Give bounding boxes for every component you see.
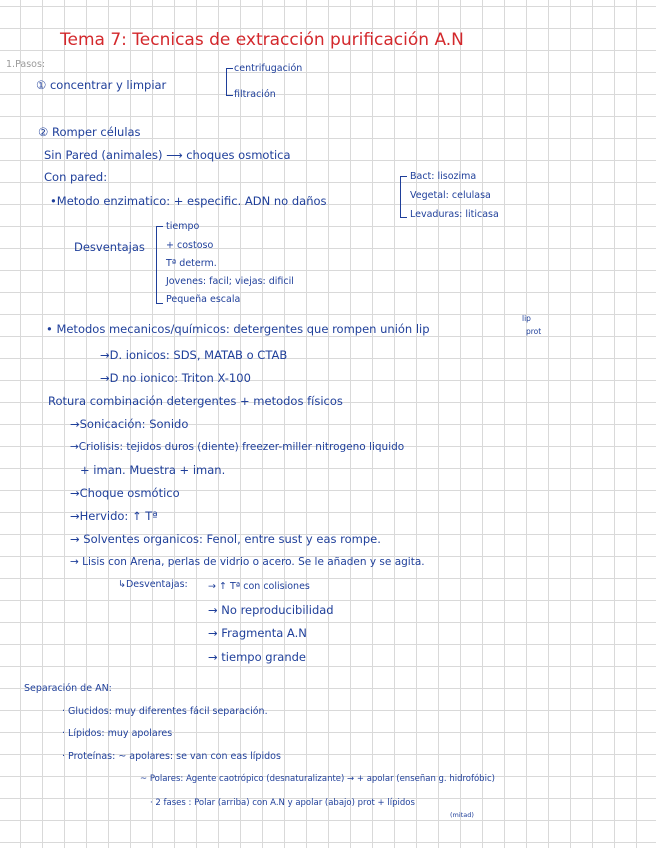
- desventajas-label: Desventajas: [74, 240, 145, 254]
- separacion-label: Separación de AN:: [24, 683, 112, 694]
- lip-superscript: lip: [522, 314, 531, 323]
- enzimas-brace: [400, 176, 407, 218]
- con-pared-label: Con pared:: [44, 170, 108, 184]
- detergente-item: →D no ionico: Triton X-100: [100, 371, 251, 385]
- fisico-item: + iman. Muestra + iman.: [80, 463, 226, 477]
- desventaja2-item: → ↑ Tª con colisiones: [208, 581, 310, 592]
- paso1-label: ① concentrar y limpiar: [36, 78, 167, 92]
- desventaja-item: Pequeña escala: [166, 294, 241, 305]
- fisico-item: →Choque osmótico: [70, 486, 180, 500]
- polares-line: ~ Polares: Agente caotrópico (desnaturalizante) → + apolar (enseñan g. hidrofóbic): [140, 774, 495, 784]
- detergente-item: →D. ionicos: SDS, MATAB o CTAB: [100, 348, 288, 362]
- desventaja2-item: → No reproducibilidad: [208, 603, 334, 617]
- enzima-item: Levaduras: liticasa: [410, 209, 499, 220]
- desventaja2-item: → tiempo grande: [208, 650, 307, 664]
- sin-pared-line: Sin Pared (animales) ⟶ choques osmotica: [44, 148, 291, 162]
- paso1-option: filtración: [234, 89, 276, 100]
- paso1-option: centrifugación: [234, 63, 303, 74]
- mitad-note: (mitad): [450, 811, 474, 819]
- desventaja-item: + costoso: [166, 240, 214, 251]
- enzima-item: Bact: lisozima: [410, 171, 477, 182]
- separacion-item: · Proteínas: ~ apolares: se van con eas lípidos: [62, 751, 281, 762]
- page-title: Tema 7: Tecnicas de extracción purificación A.N: [60, 30, 464, 50]
- fases-line: · 2 fases : Polar (arriba) con A.N y apolar (abajo) prot + lípidos: [150, 798, 415, 808]
- desventaja2-item: → Fragmenta A.N: [208, 626, 307, 640]
- fisico-item: →Criolisis: tejidos duros (diente) freezer-miller nitrogeno liquido: [70, 441, 405, 453]
- combinacion-line: Rotura combinación detergentes + metodos físicos: [48, 394, 343, 408]
- metodos-mecanicos: • Metodos mecanicos/químicos: detergentes que rompen unión lip: [46, 322, 430, 336]
- prot-superscript: prot: [526, 327, 542, 336]
- separacion-item: · Glucidos: muy diferentes fácil separación.: [62, 706, 268, 717]
- desventaja-item: Tª determ.: [166, 258, 217, 269]
- paso2-label: ② Romper células: [38, 125, 141, 139]
- fisico-item: → Solventes organicos: Fenol, entre sust y eas rompe.: [70, 532, 381, 546]
- enzima-item: Vegetal: celulasa: [410, 190, 491, 201]
- desventaja-item: tiempo: [166, 221, 200, 232]
- paso1-brace: [226, 68, 233, 96]
- desventajas-brace: [156, 226, 163, 304]
- metodo-enzimatico: •Metodo enzimatico: + especific. ADN no daños: [50, 194, 327, 208]
- desventajas2-label: ↳Desventajas:: [118, 579, 188, 590]
- desventaja-item: Jovenes: facil; viejas: dificil: [166, 276, 294, 287]
- pasos-label: 1.Pasos:: [6, 59, 46, 70]
- separacion-item: · Lípidos: muy apolares: [62, 728, 173, 739]
- fisico-item: →Sonicación: Sonido: [70, 417, 189, 431]
- fisico-item: → Lisis con Arena, perlas de vidrio o acero. Se le añaden y se agita.: [70, 556, 425, 568]
- fisico-item: →Hervido: ↑ Tª: [70, 509, 158, 523]
